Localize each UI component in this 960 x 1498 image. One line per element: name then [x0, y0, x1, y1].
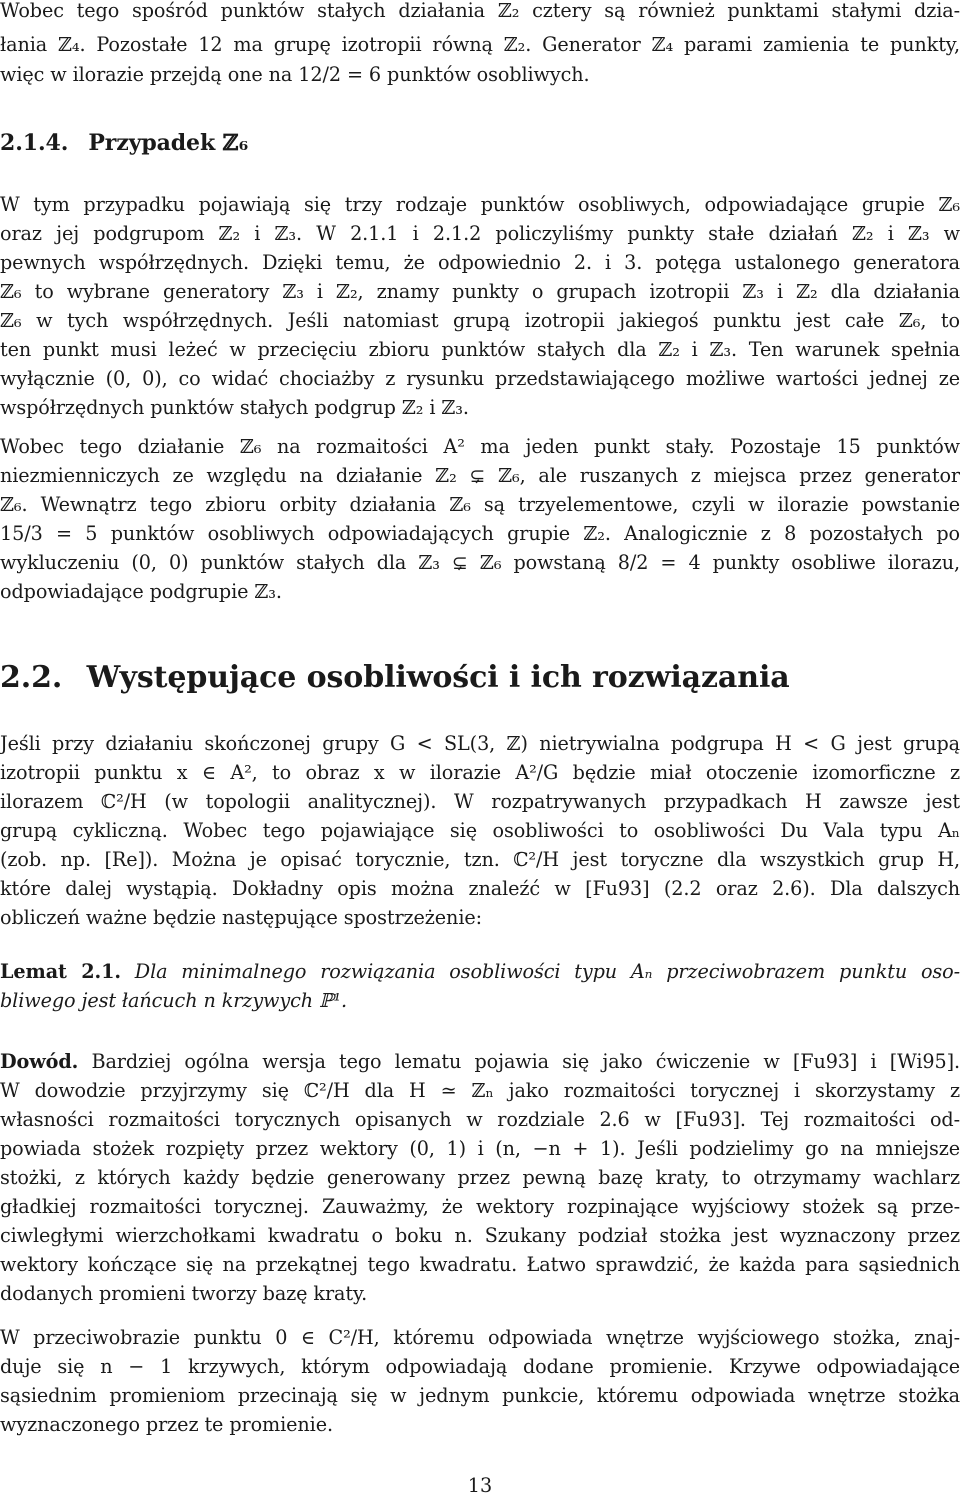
paragraph-line: Wobec tego działanie ℤ₆ na rozmaitości A² ma jeden punkt stały. Pozostaje 15 punktów: [0, 435, 960, 458]
lemma-label: Lemat 2.1.: [0, 960, 121, 983]
paragraph-line: ℤ₆ to wybrane generatory ℤ₃ i ℤ₂, znamy punkty o grupach izotropii ℤ₃ i ℤ₂ dla działania: [0, 280, 960, 303]
paragraph-line: W przeciwobrazie punktu 0 ∈ C²/H, któremu odpowiada wnętrze wyjściowego stożka, znaj-: [0, 1326, 960, 1349]
paragraph-line: grupą cykliczną. Wobec tego pojawiające się osobliwości to osobliwości Du Vala typu Aₙ: [0, 819, 960, 842]
paragraph-line: wyznaczonego przez te promienie.: [0, 1413, 333, 1436]
paragraph-line: dodanych promieni tworzy bazę kraty.: [0, 1282, 368, 1305]
paragraph-line: 15/3 = 5 punktów osobliwych odpowiadających grupie ℤ₂. Analogicznie z 8 pozostałych po: [0, 522, 960, 545]
paragraph-line: ten punkt musi leżeć w przecięciu zbioru punktów stałych dla ℤ₂ i ℤ₃. Ten warunek spełnia: [0, 338, 960, 361]
paragraph-line: więc w ilorazie przejdą one na 12/2 = 6 punktów osobliwych.: [0, 63, 590, 86]
proof-line: [0, 1047, 960, 1077]
paragraph-line: Jeśli przy działaniu skończonej grupy G < SL(3, ℤ) nietrywialna podgrupa H < G jest grupą: [0, 732, 960, 755]
paragraph-line: niezmienniczych ze względu na działanie ℤ₂ ⊊ ℤ₆, ale ruszanych z miejsca przez generator: [0, 464, 960, 487]
paragraph-line: wektory kończące się na przekątnej tego kwadratu. Łatwo sprawdzić, że każda para sąsiednich: [0, 1253, 960, 1276]
paragraph-line: wyłącznie (0, 0), co widać chociażby z rysunku przedstawiającego możliwe wartości jednej ze: [0, 367, 960, 390]
paragraph-line: współrzędnych punktów stałych podgrup ℤ₂ i ℤ₃.: [0, 396, 469, 419]
paragraph-line: które dalej wystąpią. Dokładny opis można znaleźć w [Fu93] (2.2 oraz 2.6). Dla dalszych: [0, 877, 960, 900]
paragraph-line: ilorazem ℂ²/H (w topologii analitycznej). W rozpatrywanych przypadkach H zawsze jest: [0, 790, 960, 813]
subsection-number: 2.1.4.: [0, 130, 69, 156]
paragraph-line: Wobec tego spośród punktów stałych działania ℤ₂ cztery są również punktami stałymi dzia-: [0, 0, 960, 22]
lemma-line: bliwego jest łańcuch n krzywych ℙ¹.: [0, 989, 347, 1012]
paragraph-line: ciwległymi wierzchołkami kwadratu o boku n. Szukany podział stożka jest wyznaczony przez: [0, 1224, 960, 1247]
paragraph-line: izotropii punktu x ∈ A², to obraz x w ilorazie A²/G będzie miał otoczenie izomorficzne z: [0, 761, 960, 784]
paragraph-line: łania ℤ₄. Pozostałe 12 ma grupę izotropii równą ℤ₂. Generator ℤ₄ parami zamienia te punkty,: [0, 33, 960, 56]
paragraph-line: (zob. np. [Re]). Można je opisać torycznie, tzn. ℂ²/H jest toryczne dla wszystkich grup H,: [0, 848, 960, 871]
subsection-heading: [0, 128, 960, 158]
section-number: 2.2.: [0, 660, 63, 695]
subsection-title: Przypadek ℤ₆: [88, 130, 249, 156]
section-title: Występujące osobliwości i ich rozwiązania: [86, 660, 790, 695]
section-heading: [0, 658, 960, 698]
lemma-line: [0, 957, 960, 987]
page-number: 13: [467, 1474, 493, 1497]
paragraph-line: pewnych współrzędnych. Dzięki temu, że odpowiednio 2. i 3. potęga ustalonego generatora: [0, 251, 960, 274]
paragraph-line: wykluczeniu (0, 0) punktów stałych dla ℤ₃ ⊊ ℤ₆ powstaną 8/2 = 4 punkty osobliwe ilorazu,: [0, 551, 960, 574]
paragraph-line: W tym przypadku pojawiają się trzy rodzaje punktów osobliwych, odpowiadające grupie ℤ₆: [0, 193, 960, 216]
paragraph-line: gładkiej rozmaitości torycznej. Zauważmy, że wektory rozpinające wyjściowy stożek są prze-: [0, 1195, 960, 1218]
paragraph-line: oraz jej podgrupom ℤ₂ i ℤ₃. W 2.1.1 i 2.1.2 policzyliśmy punkty stałe działań ℤ₂ i ℤ₃ w: [0, 222, 960, 245]
lemma-text: Dla minimalnego rozwiązania osobliwości typu Aₙ przeciwobrazem punktu oso-: [134, 960, 960, 983]
paragraph-line: własności rozmaitości torycznych opisanych w rozdziale 2.6 w [Fu93]. Tej rozmaitości od-: [0, 1108, 960, 1131]
paragraph-line: odpowiadające podgrupie ℤ₃.: [0, 580, 282, 603]
proof-text: Bardziej ogólna wersja tego lematu pojawia się jako ćwiczenie w [Fu93] i [Wi95].: [91, 1050, 960, 1073]
paragraph-line: ℤ₆ w tych współrzędnych. Jeśli natomiast grupą izotropii jakiegoś punktu jest całe ℤ₆, to: [0, 309, 960, 332]
paragraph-line: obliczeń ważne będzie następujące spostrzeżenie:: [0, 906, 482, 929]
paragraph-line: duje się n − 1 krzywych, którym odpowiadają dodane promienie. Krzywe odpowiadające: [0, 1355, 960, 1378]
paragraph-line: stożki, z których każdy będzie generowany przez pewną bazę kraty, to otrzymamy wachlarz: [0, 1166, 960, 1189]
paragraph-line: W dowodzie przyjrzymy się ℂ²/H dla H ≃ ℤₙ jako rozmaitości torycznej i skorzystamy z: [0, 1079, 960, 1102]
paragraph-line: powiada stożek rozpięty przez wektory (0, 1) i (n, −n + 1). Jeśli podzielimy go na mniejsze: [0, 1137, 960, 1160]
paragraph-line: sąsiednim promieniom przecinają się w jednym punkcie, któremu odpowiada wnętrze stożka: [0, 1384, 960, 1407]
paragraph-line: ℤ₆. Wewnątrz tego zbioru orbity działania ℤ₆ są trzyelementowe, czyli w ilorazie powstanie: [0, 493, 960, 516]
proof-label: Dowód.: [0, 1050, 79, 1073]
